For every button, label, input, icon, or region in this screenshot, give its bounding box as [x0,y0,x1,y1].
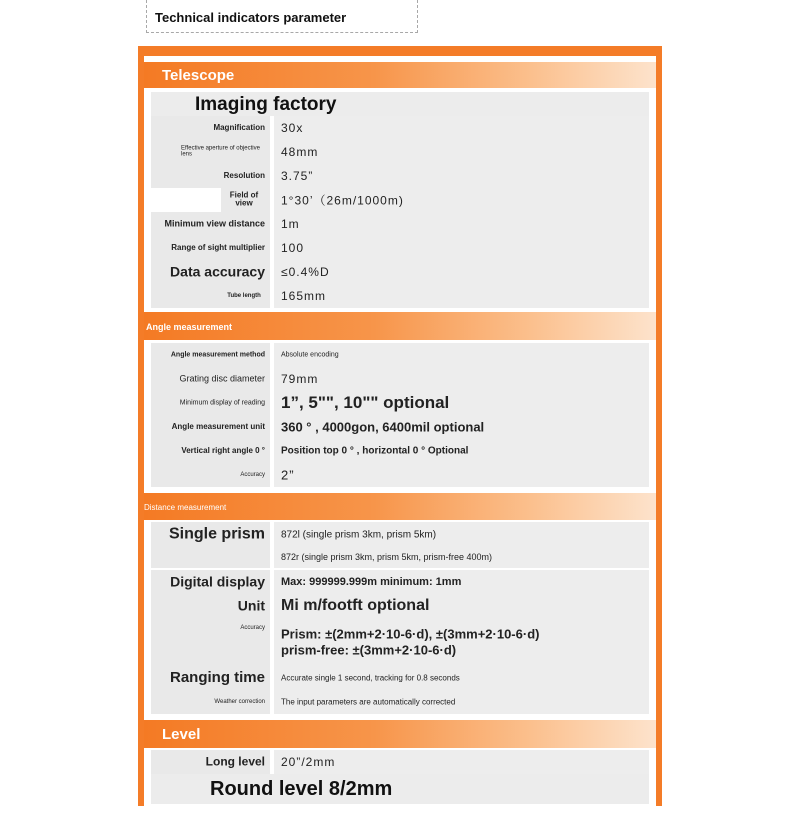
spec-row-digital-display [151,570,649,594]
spec-label: Grating disc diameter [179,373,265,384]
spec-row-angle-method [151,343,649,367]
spec-row-resolution [151,164,649,188]
spec-value: 165mm [281,289,327,303]
spec-label: Minimum display of reading [179,399,265,407]
page-header [146,0,418,33]
spec-value: Mi m/footft optional [281,597,430,614]
spec-value: ≤0.4%D [281,265,330,279]
section-band-telescope [144,62,656,88]
spec-row-angle-accuracy [151,463,649,487]
spec-label: Angle measurement unit [171,421,265,431]
spec-label: Resolution [223,170,265,180]
spec-row-data-accuracy [151,260,649,284]
spec-label: Accuracy [240,624,265,631]
spec-value: 1°30’（26m/1000m) [281,193,404,208]
spec-value: 2” [281,467,295,483]
spec-value-line-1: 872l (single prism 3km, prism 5km) [281,529,437,541]
spec-row-vertical-angle [151,439,649,463]
spec-value: 3.75” [281,169,314,183]
spec-label: Effective aperture of objective lens [181,145,260,158]
spec-row-sight-multiplier [151,236,649,260]
spec-value: 1m [281,217,300,231]
spec-row-unit [151,594,649,618]
spec-panel [138,46,662,806]
spec-value: 100 [281,241,305,255]
spec-value: Position top 0 ° , horizontal 0 ° Optional [281,445,469,457]
spec-row-single-prism [151,522,649,568]
spec-label: Tube length [227,292,261,299]
telescope-heading: Imaging factory [195,94,337,115]
spec-row-long-level [151,750,649,774]
spec-label: Weather correction [214,698,265,705]
spec-label: Accuracy [240,471,265,478]
spec-value-line-2: 872r (single prism 3km, prism 5km, prism-free 400m) [281,552,493,562]
spec-label: Unit [237,597,265,614]
spec-value: 48mm [281,145,319,159]
section-band-level [144,720,656,748]
section-title-level: Level [162,726,201,743]
spec-label: Minimum view distance [164,218,265,229]
spec-label: Digital display [170,573,265,590]
spec-row-min-view-distance [151,212,649,236]
spec-value: The input parameters are automatically corrected [281,697,456,707]
spec-value: Absolute encoding [281,351,339,359]
spec-value: 79mm [281,372,319,386]
spec-value-line-2: prism-free: ±(3mm+2·10-6·d) [281,642,457,658]
spec-row-grating-disc [151,367,649,391]
spec-row-aperture [151,140,649,164]
spec-value: Accurate single 1 second, tracking for 0.8 seconds [281,673,460,683]
section-title-angle: Angle measurement [146,322,233,332]
spec-row-weather-correction [151,690,649,714]
spec-value: 1”, 5"", 10"" optional [281,393,450,412]
spec-label: Range of sight multiplier [171,242,265,252]
spec-row-tube-length [151,284,649,308]
spec-row-ranging-time [151,666,649,690]
spec-value-line-1: Prism: ±(2mm+2·10-6·d), ±(3mm+2·10-6·d) [281,626,540,642]
spec-label: Field of view [229,190,259,208]
page-title: Technical indicators parameter [155,10,347,25]
spec-value: Max: 999999.999m minimum: 1mm [281,576,462,588]
spec-label: Data accuracy [170,263,265,280]
spec-label: Long level [205,754,265,769]
spec-value: 360 ° , 4000gon, 6400mil optional [281,419,485,435]
spec-value: 30x [281,121,304,135]
section-band-distance [144,493,656,520]
spec-label: Ranging time [169,669,265,687]
section-title-telescope: Telescope [162,67,235,84]
spec-row-magnification [151,116,649,140]
round-level-text: Round level 8/2mm [210,778,393,800]
section-title-distance: Distance measurement [144,503,227,512]
spec-row-distance-accuracy [151,618,649,666]
spec-row-min-display [151,391,649,415]
spec-row-field-of-view [151,188,649,212]
spec-panel-body [144,56,656,816]
spec-value: 20”/2mm [281,755,336,769]
spec-label: Single prism [168,525,265,543]
section-band-angle [144,312,656,340]
spec-label: Angle measurement method [170,351,265,359]
spec-row-angle-unit [151,415,649,439]
spec-label: Magnification [213,122,265,132]
spec-label: Vertical right angle 0 ° [181,445,265,455]
telescope-heading-row [151,92,649,116]
